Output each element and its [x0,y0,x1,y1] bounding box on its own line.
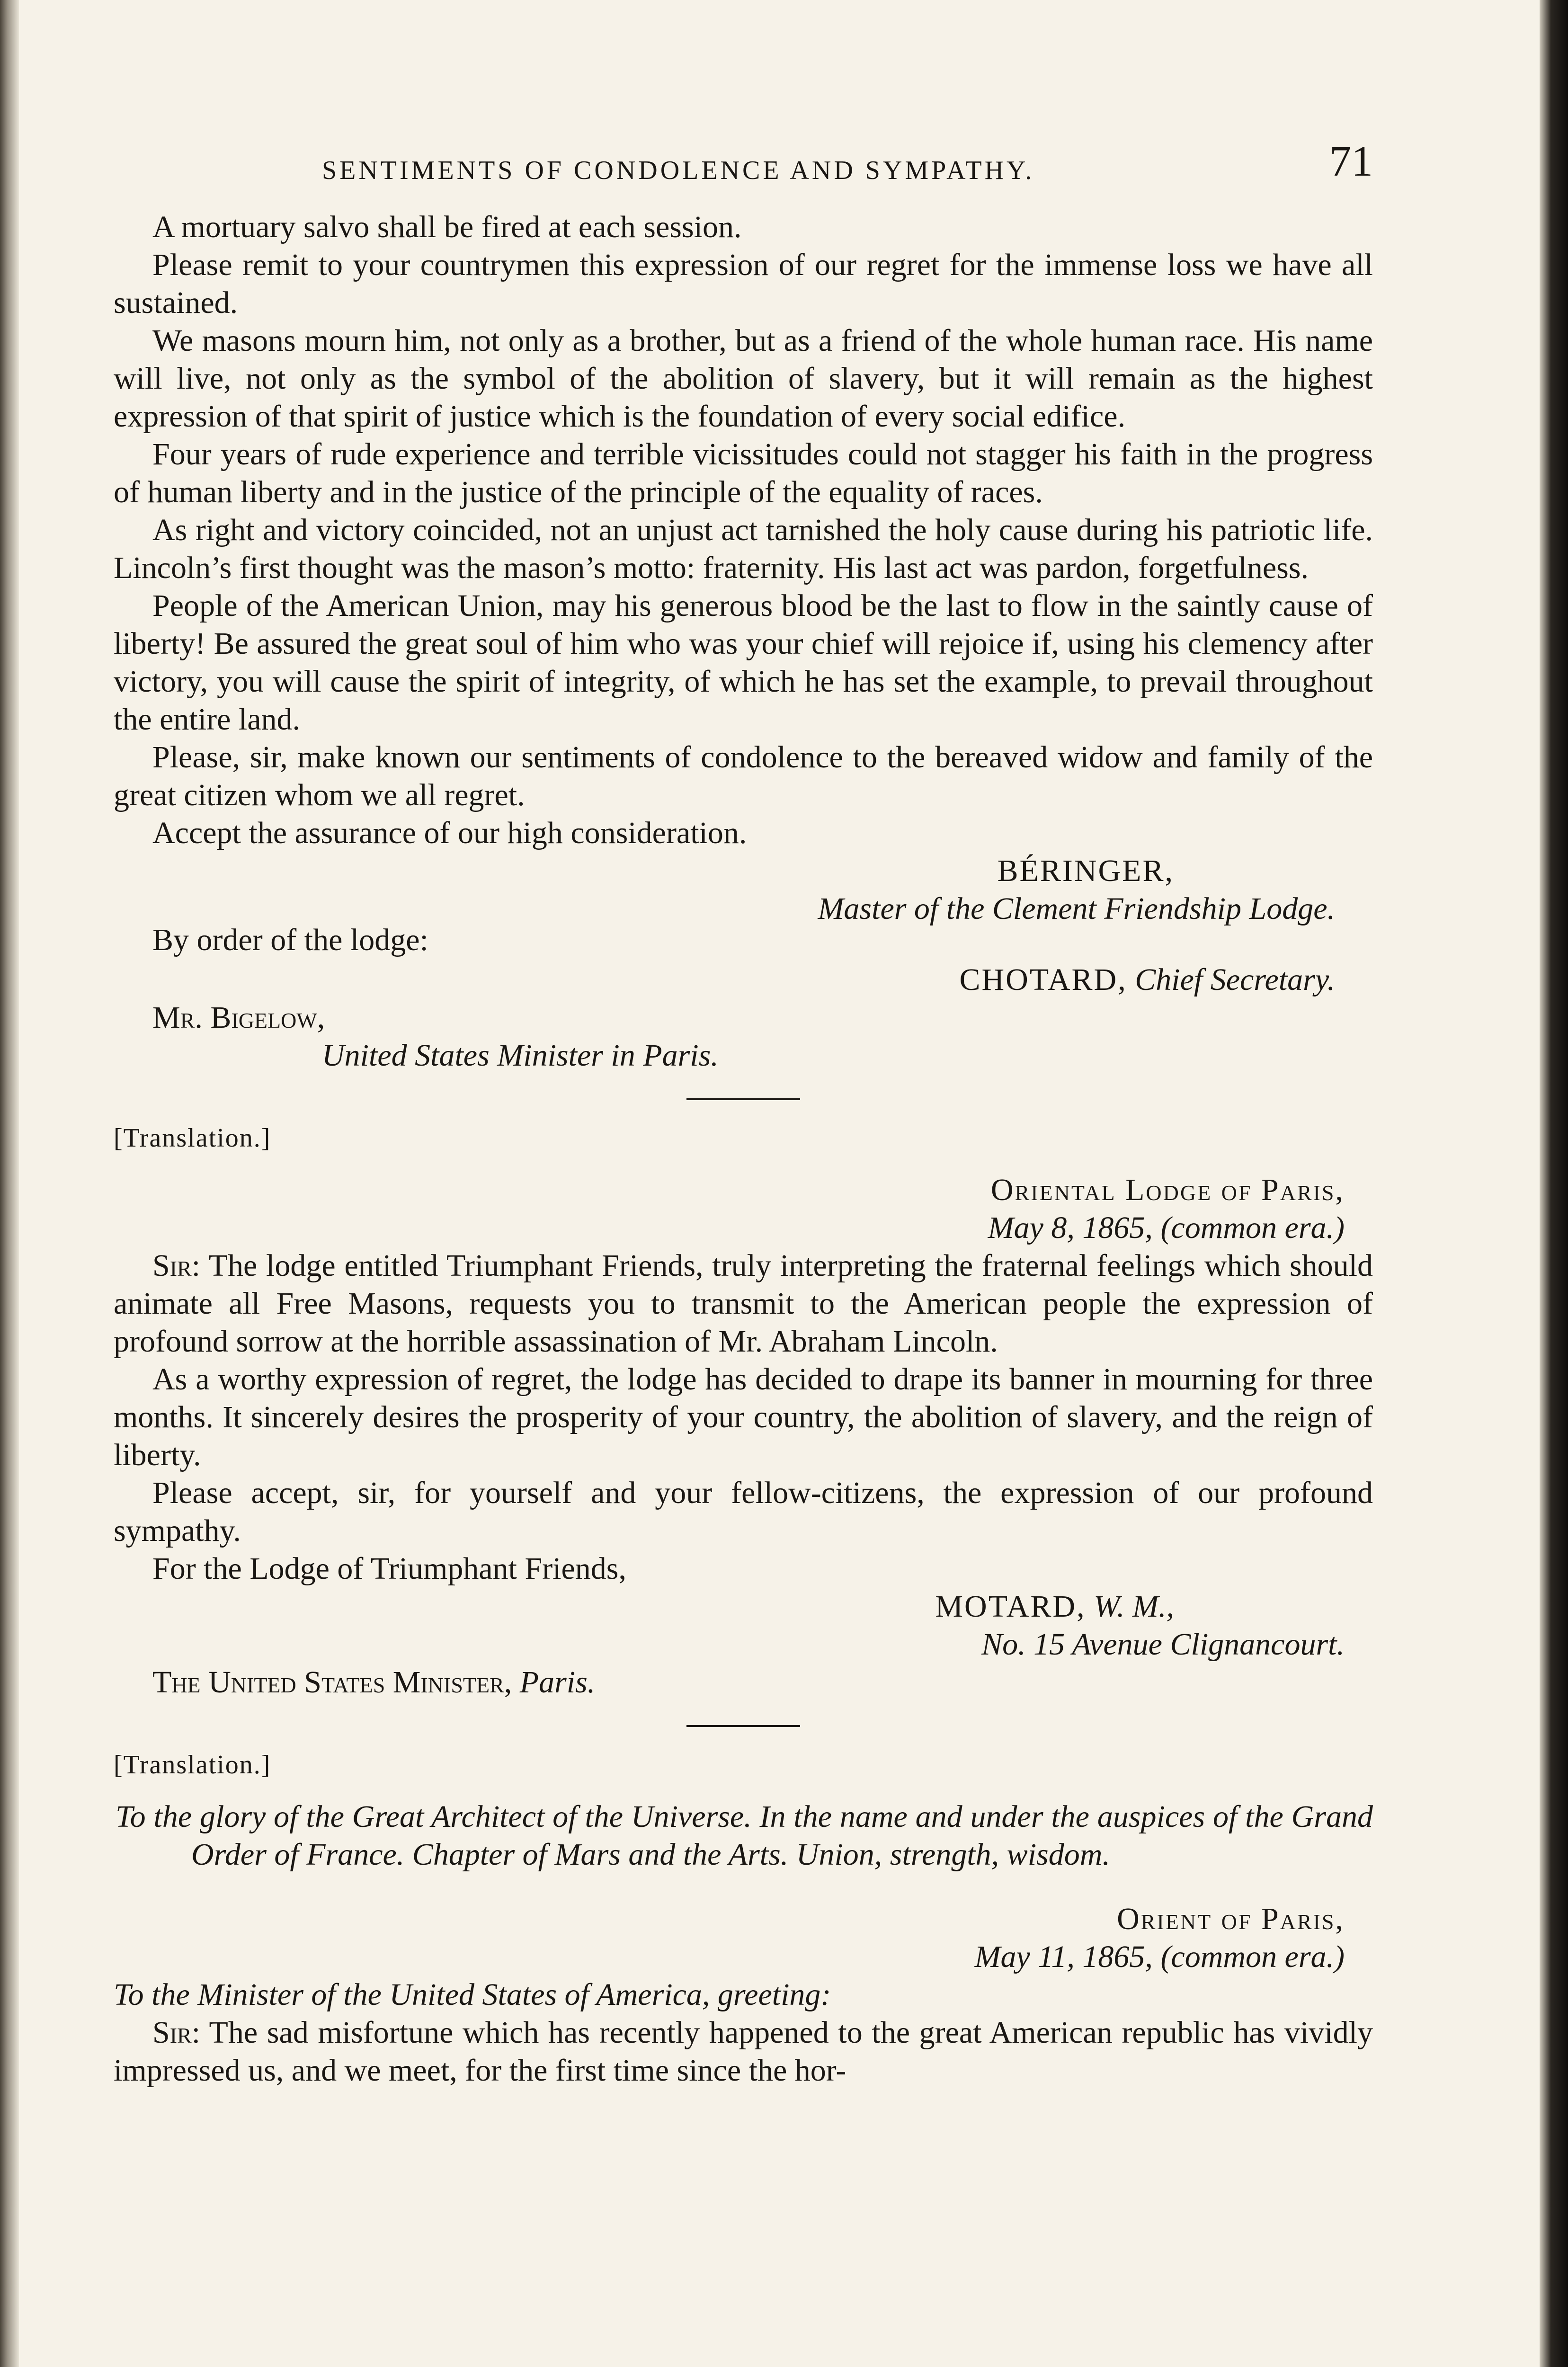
greeting [114,1976,1373,2014]
signature-chotard [114,961,1373,999]
paragraph: Please accept, sir, for yourself and your fellow-citizens, the expression of our profound sympathy. [114,1476,1373,1548]
paragraph: For the Lodge of Triumphant Friends, [152,1551,626,1586]
paragraph: Please remit to your countrymen this expression of our regret for the immense loss we have all sustained. [114,248,1373,320]
paragraph [114,2014,1373,2090]
addressee-name-text: Mr. Bigelow, [152,1000,325,1035]
invocation-text: To the glory of the Great Architect of the Universe. In the name and under the auspices of the Grand Order of France. Chapter of Mars and the Arts. Union, strength, wisdom. [116,1799,1373,1872]
paragraph: Four years of rude experience and terrible vicissitudes could not stagger his faith in the progress of human liberty and in the justice of the principle of the equality of races. [114,437,1373,509]
paragraph: We masons mourn him, not only as a brother, but as a friend of the whole human race. His name will live, not only as the symbol of the abolition of slavery, but it will remain as the highest expression of that spirit of justice which is the foundation of every social edifice. [114,323,1373,434]
signer-address-text: No. 15 Avenue Clignancourt. [981,1627,1345,1662]
by-order-text: By order of the lodge: [152,923,428,957]
spacer [114,1784,1373,1798]
letter-triumphant-friends [114,1119,1373,1701]
letter-clement-friendship [114,208,1373,1075]
paragraph: As right and victory coincided, not an unjust act tarnished the holy cause during his patriotic life. Lincoln’s first thought was the mason’s motto: fraternity. His last act was pardon, forgetfulness. [114,513,1373,585]
by-order-row [114,923,1373,961]
signer-title: W. M., [1094,1589,1174,1624]
addressee: The United States Minister, [152,1665,512,1700]
page-left-edge [0,0,19,2367]
date: May 8, 1865, [988,1210,1153,1245]
paragraph-text: The sad misfortune which has recently happened to the great American republic has vividly impressed us, and we meet, for the first time since the hor- [114,2015,1373,2088]
section-divider [686,1725,800,1727]
section-divider [686,1098,800,1100]
signer-name: BÉRINGER, [997,854,1174,888]
letter-mars-and-the-arts [114,1746,1373,2090]
signer-title: Chief Secretary. [1135,962,1335,997]
paragraph [114,1247,1373,1361]
date: May 11, 1865, [974,1940,1153,1974]
org-name: Oriental Lodge of Paris, [990,1173,1345,1207]
signer-name: CHOTARD, [959,962,1127,997]
paragraph: People of the American Union, may his generous blood be the last to flow in the saintly cause of liberty! Be assured the great soul of him who was your chief will rejoice if, using his clemency after victory, you will cause the spirit of integrity, of which he has set the example, to prevail throughout the entire land. [114,588,1373,737]
addressee-name [114,999,1373,1037]
page-header [114,137,1373,208]
invocation [114,1798,1373,1874]
addressee-city: Paris. [519,1665,596,1700]
text-block [114,137,1373,2090]
addressee-title-text: United States Minister in Paris. [322,1038,719,1073]
greeting-text: To the Minister of the United States of America, greeting: [114,1977,831,2012]
org-line [114,1171,1373,1209]
spacer [114,1157,1373,1171]
spacer [114,1874,1373,1900]
signature-beringer [114,852,1373,890]
signature-motard [114,1588,1373,1626]
translation-note: [Translation.] [114,1123,271,1153]
org-name: Orient of Paris, [1117,1902,1345,1936]
era: (common era.) [1160,1210,1345,1245]
paragraph: As a worthy expression of regret, the lodge has decided to drape its banner in mourning for three months. It sincerely desires the prosperity of your country, the abolition of slavery, and the reign of liberty. [114,1362,1373,1472]
org-line [114,1900,1373,1938]
page-binding-edge [1540,0,1568,2367]
addressee-title [114,1037,1373,1075]
date-line [114,1209,1373,1247]
signer-name: MOTARD, [935,1589,1086,1624]
paragraph: A mortuary salvo shall be fired at each session. [152,210,742,244]
salutation: Sir: [152,2015,201,2050]
date-line [114,1938,1373,1976]
paragraph: Please, sir, make known our sentiments of condolence to the bereaved widow and family of the great citizen whom we all regret. [114,740,1373,812]
running-title: SENTIMENTS OF CONDOLENCE AND SYMPATHY. [322,156,1035,185]
signer-address [114,1626,1373,1664]
paragraph: Accept the assurance of our high consideration. [152,816,747,850]
salutation: Sir: [152,1248,201,1283]
era: (common era.) [1160,1940,1345,1974]
paragraph-text: The lodge entitled Triumphant Friends, truly interpreting the fraternal feelings which should animate all Free Masons, requests you to transmit to the American people the expression of profound sorrow at the horrible assassination of Mr. Abraham Lincoln. [114,1248,1373,1359]
addressee-line [114,1664,1373,1701]
translation-note: [Translation.] [114,1750,271,1780]
page-number: 71 [1329,137,1373,185]
signer-title-text: Master of the Clement Friendship Lodge. [818,891,1335,926]
